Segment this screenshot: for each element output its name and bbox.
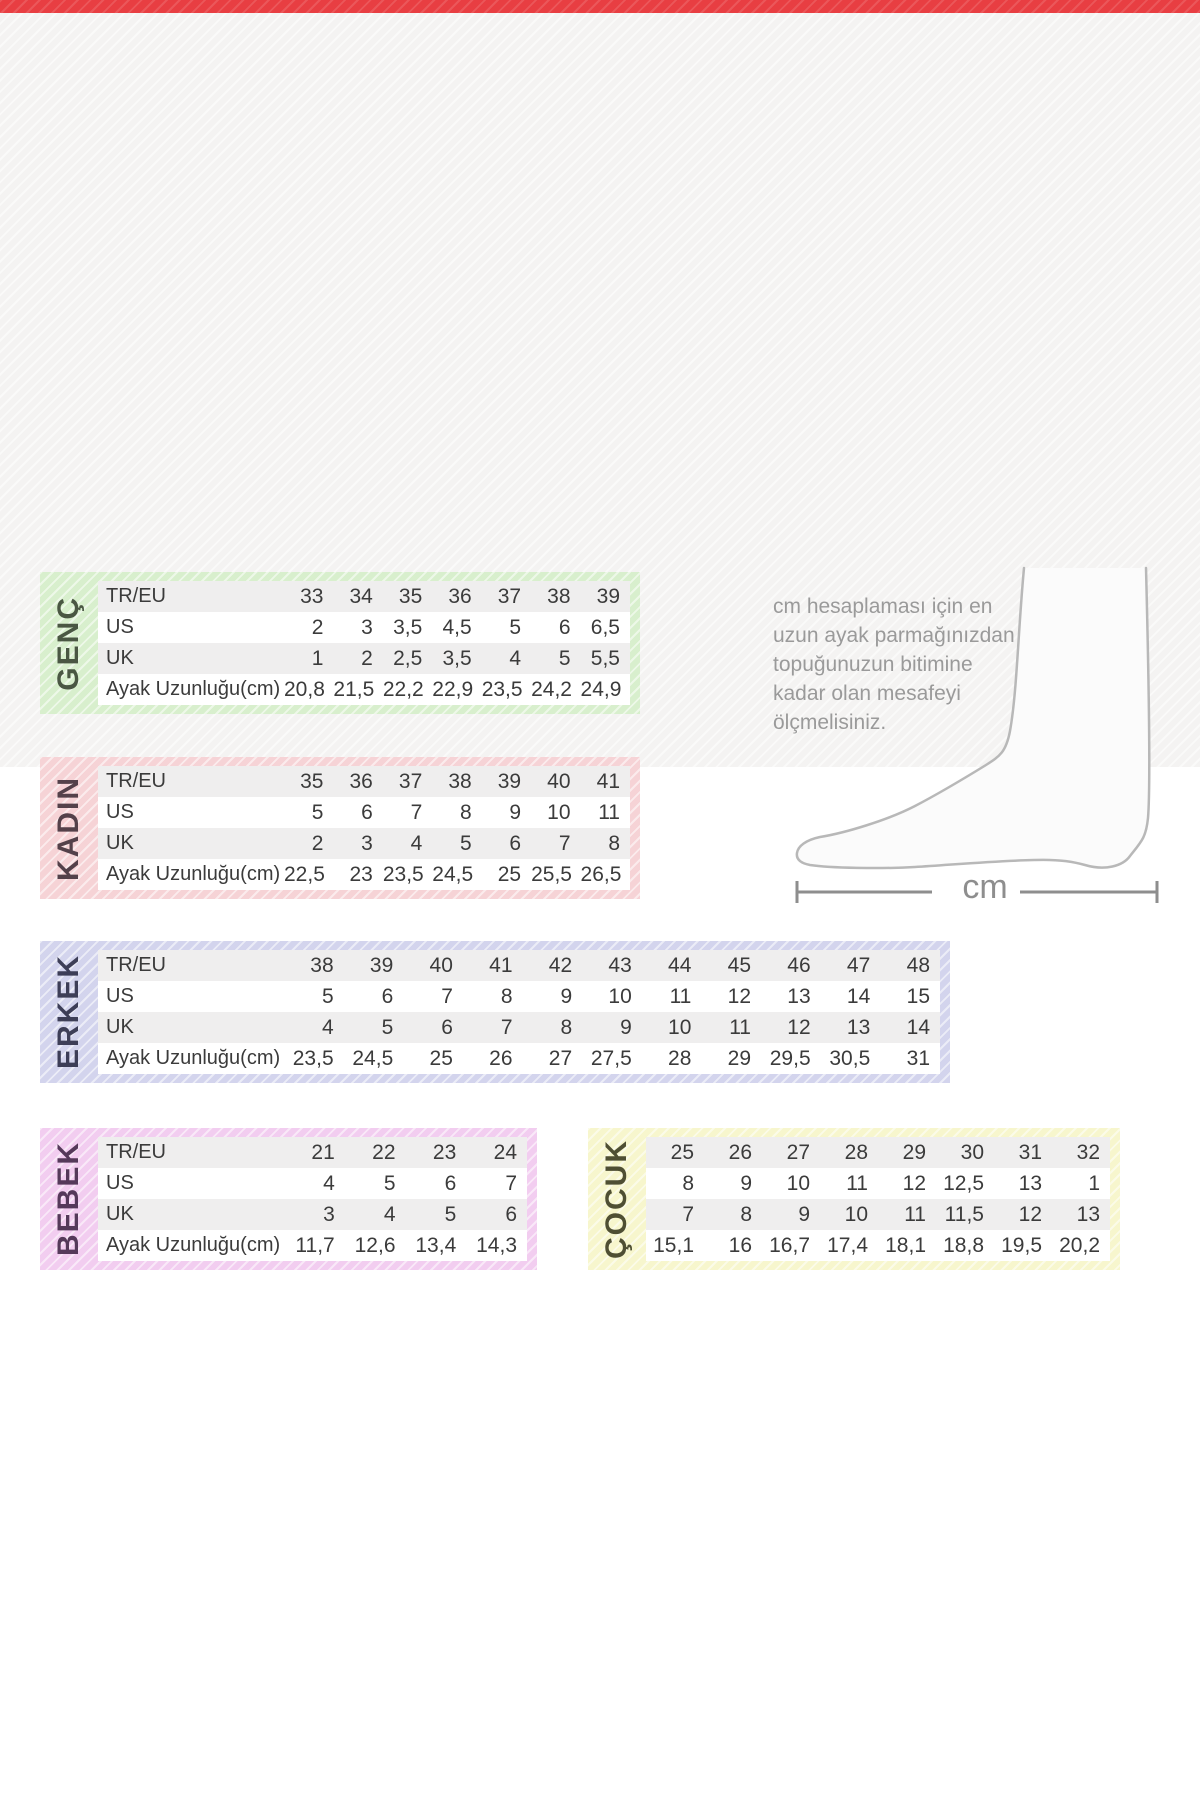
size-cell: 10 xyxy=(547,800,571,824)
category-label-text: GENÇ xyxy=(52,595,85,691)
size-cell: 23 xyxy=(349,862,373,886)
size-cell: 13 xyxy=(787,984,811,1008)
table-row xyxy=(98,1137,527,1168)
row-header: Ayak Uzunluğu(cm) xyxy=(106,1047,281,1069)
size-cell: 11,7 xyxy=(295,1233,335,1257)
size-cell: 33 xyxy=(284,581,333,612)
size-cell: 4 xyxy=(323,1171,335,1195)
row-header: UK xyxy=(98,643,284,674)
size-cell: 14 xyxy=(846,984,871,1008)
table-row xyxy=(98,612,630,643)
size-cell: 24,5 xyxy=(352,1046,394,1070)
size-cell: 42 xyxy=(523,950,583,981)
size-cell: 23,5 xyxy=(292,1046,334,1070)
size-cell: 9 xyxy=(582,1012,642,1043)
size-cell: 3,5 xyxy=(393,615,423,639)
size-cell: 39 xyxy=(344,950,404,981)
size-cell: 6 xyxy=(361,800,373,824)
size-cell: 5 xyxy=(531,643,580,674)
size-cell: 28 xyxy=(668,1046,692,1070)
size-cell: 31 xyxy=(994,1137,1052,1168)
row-header: Ayak Uzunluğu(cm) xyxy=(106,678,281,700)
size-cell: 41 xyxy=(463,950,523,981)
size-cell: 38 xyxy=(531,581,580,612)
size-cell: 37 xyxy=(383,766,432,797)
row-header: UK xyxy=(98,828,284,859)
bottom-accent-bar xyxy=(0,0,1200,13)
size-cell: 36 xyxy=(333,766,382,797)
row-header: TR/EU xyxy=(98,1137,284,1168)
size-cell: 6 xyxy=(444,1171,457,1195)
size-cell: 7 xyxy=(531,828,580,859)
table-row xyxy=(646,1230,1110,1261)
size-cell: 24,2 xyxy=(531,677,572,701)
category-label-text: ERKEK xyxy=(52,954,85,1070)
size-cell: 45 xyxy=(701,950,761,981)
category-label-kadin xyxy=(40,757,98,899)
size-cell: 5 xyxy=(406,1199,467,1230)
size-grid-cocuk xyxy=(646,1137,1110,1261)
size-cell: 5,5 xyxy=(581,643,630,674)
size-cell: 26 xyxy=(489,1046,513,1070)
size-cell: 25 xyxy=(497,862,522,886)
size-cell: 7 xyxy=(505,1171,517,1195)
size-grid-genc xyxy=(98,581,630,705)
size-cell: 4 xyxy=(383,828,432,859)
size-cell: 27,5 xyxy=(590,1046,632,1070)
size-cell: 14 xyxy=(880,1012,940,1043)
table-row xyxy=(98,828,630,859)
size-cell: 5 xyxy=(311,800,324,824)
size-cell: 48 xyxy=(880,950,940,981)
size-cell: 44 xyxy=(642,950,702,981)
size-cell: 12,5 xyxy=(943,1171,984,1195)
size-cell: 36 xyxy=(432,581,481,612)
size-cell: 11 xyxy=(878,1199,936,1230)
size-cell: 27 xyxy=(762,1137,820,1168)
size-cell: 14,3 xyxy=(476,1233,517,1257)
size-cell: 16,7 xyxy=(769,1233,810,1257)
row-header: US xyxy=(106,985,134,1007)
size-cell: 6 xyxy=(482,828,531,859)
table-row xyxy=(98,981,940,1012)
instruction-line: kadar olan mesafeyi xyxy=(773,682,961,705)
size-cell: 4 xyxy=(284,1012,344,1043)
size-cell: 30 xyxy=(936,1137,994,1168)
size-cell: 6 xyxy=(466,1199,527,1230)
size-cell: 47 xyxy=(821,950,881,981)
table-row xyxy=(646,1168,1110,1199)
size-cell: 2 xyxy=(284,828,333,859)
table-row xyxy=(98,797,630,828)
size-cell: 9 xyxy=(740,1171,752,1195)
row-header: US xyxy=(106,616,134,638)
size-cell: 1 xyxy=(1088,1171,1100,1195)
size-cell: 6,5 xyxy=(590,615,620,639)
size-cell: 4 xyxy=(482,643,531,674)
size-grid-table xyxy=(646,1137,1110,1261)
row-header: TR/EU xyxy=(98,766,284,797)
size-cell: 8 xyxy=(460,800,472,824)
size-cell: 23 xyxy=(406,1137,467,1168)
size-cell: 35 xyxy=(284,766,333,797)
size-cell: 4,5 xyxy=(442,615,472,639)
size-cell: 23,5 xyxy=(382,862,424,886)
size-cell: 6 xyxy=(381,984,394,1008)
size-cell: 11,5 xyxy=(936,1199,994,1230)
size-cell: 13,4 xyxy=(415,1233,457,1257)
size-cell: 29 xyxy=(727,1046,751,1070)
size-cell: 6 xyxy=(558,615,571,639)
size-table-erkek xyxy=(40,941,950,1083)
size-grid-table xyxy=(98,950,940,1074)
size-table-cocuk xyxy=(588,1128,1120,1270)
size-grid-kadin xyxy=(98,766,630,890)
size-cell: 40 xyxy=(531,766,580,797)
size-cell: 20,8 xyxy=(284,677,325,701)
size-cell: 15 xyxy=(906,984,930,1008)
row-header: US xyxy=(106,1172,134,1194)
size-cell: 3,5 xyxy=(432,643,481,674)
instruction-line: topuğunuzun bitimine xyxy=(773,653,973,676)
size-cell: 24,5 xyxy=(432,862,474,886)
size-cell: 29 xyxy=(878,1137,936,1168)
size-cell: 12,6 xyxy=(354,1233,396,1257)
table-row xyxy=(98,1043,940,1074)
size-cell: 17,4 xyxy=(827,1233,868,1257)
size-cell: 18,1 xyxy=(885,1233,926,1257)
size-cell: 26,5 xyxy=(580,862,622,886)
size-cell: 39 xyxy=(482,766,531,797)
size-cell: 41 xyxy=(581,766,630,797)
table-row xyxy=(646,1199,1110,1230)
size-cell: 23,5 xyxy=(481,677,523,701)
size-cell: 25 xyxy=(646,1137,704,1168)
size-cell: 46 xyxy=(761,950,821,981)
instruction-line: uzun ayak parmağınızdan xyxy=(773,624,1015,647)
size-cell: 18,8 xyxy=(943,1233,984,1257)
size-cell: 28 xyxy=(820,1137,878,1168)
size-cell: 8 xyxy=(682,1171,694,1195)
row-header: TR/EU xyxy=(98,950,284,981)
foot-outline-path xyxy=(797,568,1149,868)
size-cell: 7 xyxy=(646,1199,704,1230)
size-grid-erkek xyxy=(98,950,940,1074)
size-cell: 9 xyxy=(762,1199,820,1230)
size-cell: 8 xyxy=(581,828,630,859)
size-cell: 5 xyxy=(344,1012,404,1043)
size-cell: 5 xyxy=(509,615,522,639)
size-cell: 2 xyxy=(333,643,382,674)
size-cell: 22 xyxy=(345,1137,406,1168)
size-cell: 26 xyxy=(704,1137,762,1168)
size-cell: 40 xyxy=(403,950,463,981)
size-cell: 10 xyxy=(820,1199,878,1230)
size-grid-table xyxy=(98,766,630,890)
size-cell: 1 xyxy=(284,643,333,674)
size-cell: 11 xyxy=(701,1012,761,1043)
size-cell: 2,5 xyxy=(383,643,432,674)
size-cell: 20,2 xyxy=(1059,1233,1100,1257)
table-row xyxy=(98,581,630,612)
size-cell: 35 xyxy=(383,581,432,612)
size-cell: 12 xyxy=(727,984,751,1008)
size-cell: 21,5 xyxy=(333,677,375,701)
size-cell: 29,5 xyxy=(769,1046,811,1070)
size-table-kadin xyxy=(40,757,640,899)
size-cell: 38 xyxy=(432,766,481,797)
size-grid-table xyxy=(98,581,630,705)
size-cell: 11 xyxy=(846,1171,868,1195)
category-label-erkek xyxy=(40,941,98,1083)
category-label-cocuk xyxy=(588,1128,646,1270)
row-header: US xyxy=(106,801,134,823)
size-cell: 9 xyxy=(509,800,522,824)
size-cell: 30,5 xyxy=(829,1046,871,1070)
size-cell: 7 xyxy=(410,800,423,824)
size-cell: 12 xyxy=(902,1171,926,1195)
size-cell: 4 xyxy=(345,1199,406,1230)
size-cell: 43 xyxy=(582,950,642,981)
size-cell: 32 xyxy=(1052,1137,1110,1168)
size-cell: 2 xyxy=(311,615,324,639)
size-cell: 12 xyxy=(761,1012,821,1043)
row-header: TR/EU xyxy=(98,581,284,612)
size-cell: 7 xyxy=(463,1012,523,1043)
size-cell: 5 xyxy=(432,828,481,859)
size-cell: 13 xyxy=(1052,1199,1110,1230)
row-header: Ayak Uzunluğu(cm) xyxy=(106,1234,281,1256)
table-row xyxy=(646,1137,1110,1168)
row-header: UK xyxy=(98,1199,284,1230)
size-cell: 9 xyxy=(560,984,573,1008)
cm-unit-label: cm xyxy=(962,868,1008,906)
size-cell: 19,5 xyxy=(1001,1233,1042,1257)
size-cell: 27 xyxy=(548,1046,573,1070)
table-row xyxy=(98,643,630,674)
category-label-text: ÇOCUK xyxy=(600,1139,633,1259)
category-label-text: BEBEK xyxy=(52,1141,85,1257)
size-cell: 11 xyxy=(669,984,692,1008)
table-row xyxy=(98,1168,527,1199)
size-cell: 7 xyxy=(441,984,453,1008)
size-cell: 34 xyxy=(333,581,382,612)
foot-outline-illustration xyxy=(790,552,1170,912)
size-cell: 22,9 xyxy=(432,677,474,701)
size-cell: 3 xyxy=(284,1199,345,1230)
size-cell: 22,5 xyxy=(284,862,325,886)
size-cell: 8 xyxy=(500,984,513,1008)
size-cell: 10 xyxy=(642,1012,702,1043)
size-cell: 22,2 xyxy=(382,677,424,701)
size-cell: 10 xyxy=(608,984,632,1008)
table-row xyxy=(98,950,940,981)
size-cell: 3 xyxy=(361,615,373,639)
size-cell: 25 xyxy=(429,1046,453,1070)
table-row xyxy=(98,674,630,705)
category-label-text: KADIN xyxy=(52,775,85,881)
instruction-line: ölçmelisiniz. xyxy=(773,711,887,734)
table-row xyxy=(98,1012,940,1043)
instruction-line: cm hesaplaması için en xyxy=(773,595,993,618)
size-cell: 13 xyxy=(1018,1171,1042,1195)
row-header: UK xyxy=(98,1012,284,1043)
size-cell: 37 xyxy=(482,581,531,612)
size-cell: 21 xyxy=(284,1137,345,1168)
table-row xyxy=(98,1199,527,1230)
size-cell: 8 xyxy=(704,1199,762,1230)
size-cell: 39 xyxy=(581,581,630,612)
table-row xyxy=(98,859,630,890)
table-row xyxy=(98,766,630,797)
size-cell: 31 xyxy=(906,1046,930,1070)
category-label-bebek xyxy=(40,1128,98,1270)
table-row xyxy=(98,1230,527,1261)
size-cell: 13 xyxy=(821,1012,881,1043)
size-table-bebek xyxy=(40,1128,537,1270)
size-cell: 10 xyxy=(786,1171,810,1195)
size-cell: 38 xyxy=(284,950,344,981)
size-cell: 25,5 xyxy=(531,862,572,886)
category-label-genc xyxy=(40,572,98,714)
size-cell: 11 xyxy=(598,800,620,824)
size-cell: 15,1 xyxy=(653,1233,694,1257)
size-grid-table xyxy=(98,1137,527,1261)
size-cell: 5 xyxy=(321,984,334,1008)
size-cell: 5 xyxy=(383,1171,396,1195)
size-cell: 16 xyxy=(728,1233,752,1257)
size-cell: 6 xyxy=(403,1012,463,1043)
size-cell: 8 xyxy=(523,1012,583,1043)
size-cell: 3 xyxy=(333,828,382,859)
size-grid-bebek xyxy=(98,1137,527,1261)
size-cell: 24,9 xyxy=(580,677,622,701)
row-header: Ayak Uzunluğu(cm) xyxy=(106,863,281,885)
size-table-genc xyxy=(40,572,640,714)
size-cell: 24 xyxy=(466,1137,527,1168)
size-cell: 12 xyxy=(994,1199,1052,1230)
